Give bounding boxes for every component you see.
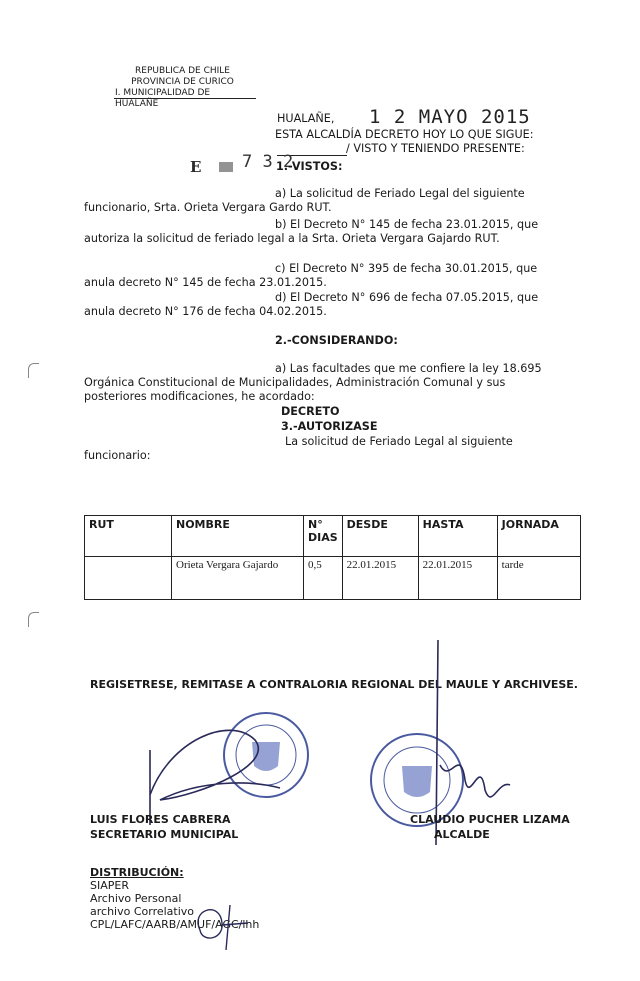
col-rut: RUT xyxy=(85,516,172,557)
visto-d-line2: anula decreto N° 176 de fecha 04.02.2015. xyxy=(84,305,327,318)
considerando-a-line3: posteriores modificaciones, he acordado: xyxy=(84,390,315,403)
decreto-heading: DECRETO xyxy=(281,405,340,418)
place-name: HUALAÑE, xyxy=(277,112,335,125)
visto-b-line1: b) El Decreto N° 145 de fecha 23.01.2015, que xyxy=(275,218,539,231)
decreto-line2: funcionario: xyxy=(84,449,151,462)
cell-nombre: Orieta Vergara Gajardo xyxy=(172,557,304,600)
table-row xyxy=(85,557,581,600)
visto-a-line2: funcionario, Srta. Orieta Vergara Gardo RUT. xyxy=(84,201,332,214)
secretary-name: LUIS FLORES CABRERA xyxy=(90,813,231,826)
visto-a xyxy=(84,187,568,215)
considerando-a-line1: a) Las facultades que me confiere la ley 18.695 xyxy=(275,362,542,375)
mayor-title: ALCALDE xyxy=(434,828,490,841)
visto-b xyxy=(84,218,568,246)
cell-dias: 0,5 xyxy=(304,557,343,600)
col-desde: DESDE xyxy=(342,516,418,557)
decreto-line1: La solicitud de Feriado Legal al siguiente xyxy=(285,435,513,448)
visto-d-line1: d) El Decreto N° 696 de fecha 07.05.2015, que xyxy=(275,291,539,304)
handwritten-mark: E xyxy=(190,158,202,176)
cell-hasta: 22.01.2015 xyxy=(418,557,497,600)
cell-jornada: tarde xyxy=(497,557,580,600)
decree-number: 7 3 2 xyxy=(242,152,294,172)
vacation-table xyxy=(84,515,581,600)
letterhead xyxy=(115,66,250,110)
margin-punch-mark xyxy=(28,612,39,627)
visto-d xyxy=(84,291,568,319)
visto-phrase: / VISTO Y TENIENDO PRESENTE: xyxy=(346,142,525,155)
mayor-block xyxy=(410,812,570,842)
visto-c-line1: c) El Decreto N° 395 de fecha 30.01.2015, que xyxy=(275,262,538,275)
vistos-heading: 1.-VISTOS: xyxy=(276,160,343,173)
margin-punch-mark xyxy=(28,363,39,378)
visto-c-line2: anula decreto N° 145 de fecha 23.01.2015. xyxy=(84,276,327,289)
visto-c xyxy=(84,262,568,290)
initials-scribble xyxy=(190,895,260,955)
considerando-heading: 2.-CONSIDERANDO: xyxy=(275,334,398,347)
stamp-smudge xyxy=(219,162,233,172)
date-stamp: 1 2 MAYO 2015 xyxy=(369,106,531,128)
secretary-block xyxy=(90,812,238,842)
distribution-item: CPL/LAFC/AARB/AMUF/AGC/lhh xyxy=(90,918,260,931)
col-jornada: JORNADA xyxy=(497,516,580,557)
table-header-row xyxy=(85,516,581,557)
mayor-name: CLAUDIO PUCHER LIZAMA xyxy=(410,813,570,826)
distribution-item: Archivo Personal xyxy=(90,892,182,905)
distribution-item: archivo Correlativo xyxy=(90,905,195,918)
considerando-a-line2: Orgánica Constitucional de Municipalidades, Administración Comunal y sus xyxy=(84,376,506,389)
secretary-title: SECRETARIO MUNICIPAL xyxy=(90,828,239,841)
considerando-a xyxy=(84,362,568,404)
visto-b-line2: autoriza la solicitud de feriado legal a la Srta. Orieta Vergara Gajardo RUT. xyxy=(84,232,500,245)
col-nombre: NOMBRE xyxy=(172,516,304,557)
visto-a-line1: a) La solicitud de Feriado Legal del siguiente xyxy=(275,187,525,200)
col-hasta: HASTA xyxy=(418,516,497,557)
header-province: PROVINCIA DE CURICO xyxy=(131,77,234,87)
col-dias: N° DIAS xyxy=(304,516,343,557)
header-country: REPUBLICA DE CHILE xyxy=(135,66,230,76)
autorizase-heading: 3.-AUTORIZASE xyxy=(281,420,378,433)
distribution-item: SIAPER xyxy=(90,879,129,892)
header-municipality: I. MUNICIPALIDAD DE HUALAÑE xyxy=(115,88,211,109)
distribution-heading: DISTRIBUCIÓN: xyxy=(90,866,184,879)
cell-rut xyxy=(85,557,172,600)
cell-desde: 22.01.2015 xyxy=(342,557,418,600)
decree-phrase: ESTA ALCALDÍA DECRETO HOY LO QUE SIGUE: xyxy=(275,128,534,141)
header-underline xyxy=(114,98,256,99)
closing-line: REGISETRESE, REMITASE A CONTRALORIA REGIONAL DEL MAULE Y ARCHIVESE. xyxy=(90,678,578,691)
